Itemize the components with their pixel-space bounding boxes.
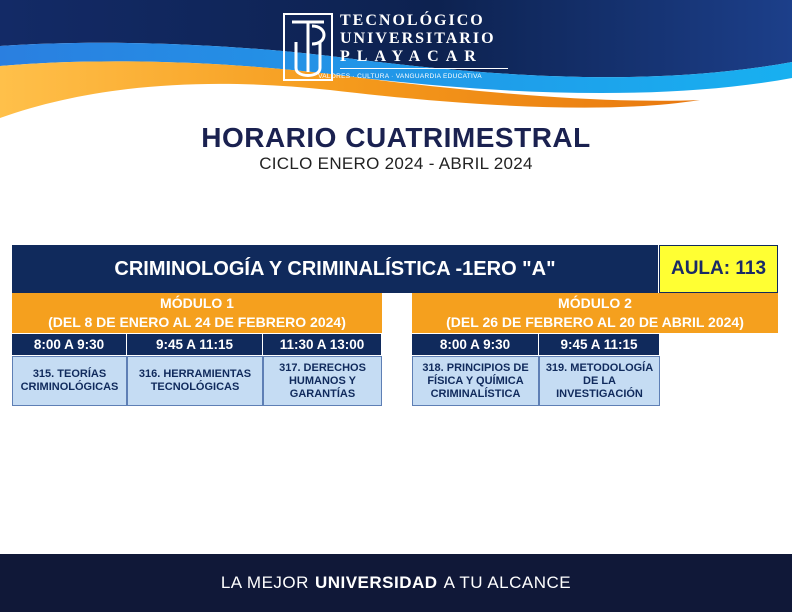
logo-line-tecnologico: TECNOLÓGICO xyxy=(340,12,485,29)
module-1-header xyxy=(12,293,382,333)
university-logo xyxy=(282,12,518,84)
page-title: HORARIO CUATRIMESTRAL xyxy=(201,122,591,153)
course-cell: 316. HERRAMIENTAS TECNOLÓGICAS xyxy=(127,356,263,406)
time-slot: 8:00 A 9:30 xyxy=(412,334,539,355)
course-cell: 317. DERECHOS HUMANOS Y GARANTÍAS xyxy=(263,356,382,406)
tup-monogram-icon xyxy=(282,12,334,82)
time-slot: 9:45 A 11:15 xyxy=(539,334,660,355)
module-1-dates: (DEL 8 DE ENERO AL 24 DE FEBRERO 2024) xyxy=(48,314,346,330)
course-cell: 318. PRINCIPIOS DE FÍSICA Y QUÍMICA CRIMINALÍSTICA xyxy=(412,356,539,406)
logo-divider xyxy=(340,68,508,69)
logo-line-playacar: PLAYACAR xyxy=(340,48,483,65)
footer-slogan xyxy=(0,554,792,612)
logo-tagline: VALORES · CULTURA · VANGUARDIA EDUCATIVA xyxy=(318,73,482,80)
slogan-end: A TU ALCANCE xyxy=(443,573,572,592)
course-cell: 315. TEORÍAS CRIMINOLÓGICAS xyxy=(12,356,127,406)
page-subtitle: CICLO ENERO 2024 - ABRIL 2024 xyxy=(259,154,533,173)
time-slot: 8:00 A 9:30 xyxy=(12,334,127,355)
module-2-header xyxy=(412,293,778,333)
module-2-name: MÓDULO 2 xyxy=(558,295,632,311)
module-2-dates: (DEL 26 DE FEBRERO AL 20 DE ABRIL 2024) xyxy=(446,314,744,330)
career-banner: CRIMINOLOGÍA Y CRIMINALÍSTICA -1ERO "A" xyxy=(12,245,658,293)
time-slot: 11:30 A 13:00 xyxy=(263,334,382,355)
module-1-name: MÓDULO 1 xyxy=(160,295,234,311)
classroom-badge: AULA: 113 xyxy=(659,245,778,293)
course-cell: 319. METODOLOGÍA DE LA INVESTIGACIÓN xyxy=(539,356,660,406)
slogan-start: LA MEJOR xyxy=(220,573,309,592)
time-slot: 9:45 A 11:15 xyxy=(127,334,263,355)
slogan-emphasis: UNIVERSIDAD xyxy=(314,573,438,592)
logo-line-universitario: UNIVERSITARIO xyxy=(340,30,496,47)
